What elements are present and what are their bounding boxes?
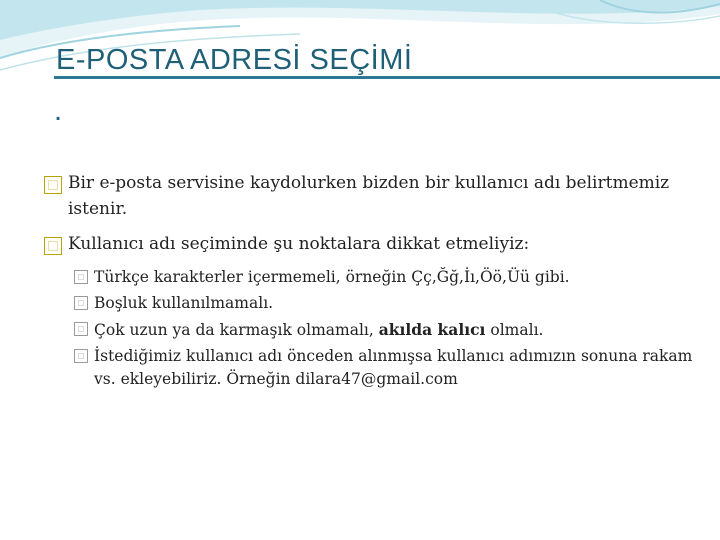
sub-bullet-item [44,292,714,315]
sub-bullet-item [44,318,714,342]
sub-bullet-item [44,266,714,289]
sub-bullet-item [44,345,714,391]
sub-bullet-text-post: olmalı. [485,321,544,339]
square-bullet-icon [74,296,88,310]
bullet-text: Kullanıcı adı seçiminde şu noktalara dikkat etmeliyiz: [68,234,530,254]
sub-bullet-text: Türkçe karakterler içermemeli, örneğin Çç,Ğğ,İı,Öö,Üü gibi. [94,268,570,286]
bullet-item [44,231,714,257]
bullet-item [44,170,714,222]
title-dot: . [54,95,63,127]
square-bullet-icon [44,237,62,255]
square-bullet-icon [74,322,88,336]
square-bullet-icon [44,176,62,194]
sub-bullet-text: İstediğimiz kullanıcı adı önceden alınmışsa kullanıcı adımızın sonuna rakam vs. ekleyebiliriz. Örneğin dilara47@gmail.com [94,347,693,388]
sub-bullet-text-pre: Çok uzun ya da karmaşık olmamalı, [94,321,379,339]
title-underline [54,76,720,79]
sub-bullet-text: Boşluk kullanılmamalı. [94,294,274,312]
slide-content [44,170,714,394]
bullet-text: Bir e-posta servisine kaydolurken bizden bir kullanıcı adı belirtmemiz istenir. [68,173,670,219]
page-title: E-POSTA ADRESİ SEÇİMİ [56,44,413,76]
square-bullet-icon [74,349,88,363]
square-bullet-icon [74,270,88,284]
sub-bullet-bold-text: akılda kalıcı [378,320,486,339]
